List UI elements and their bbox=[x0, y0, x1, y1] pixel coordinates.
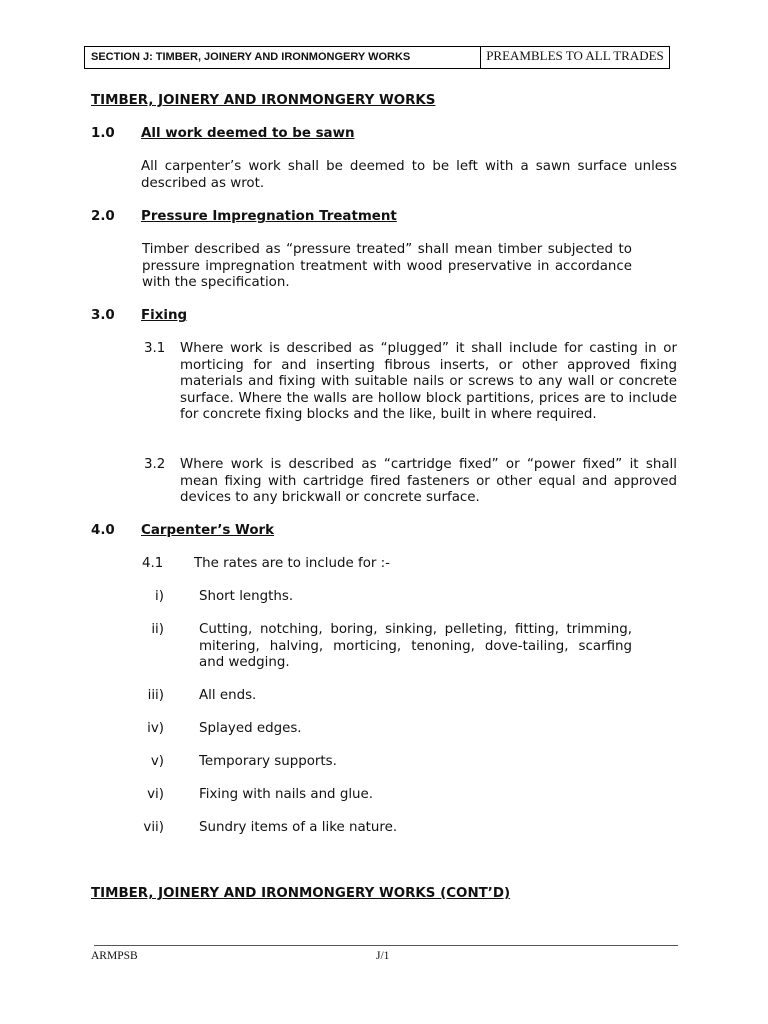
footer-left: ARMPSB bbox=[91, 950, 138, 962]
clause-text: Where work is described as “plugged” it shall include for casting in or morticing for and inserting fibrous inserts, or other approved fixing materials and fixing with suitable nails or screws to any wall or concrete surface. Where the walls are hollow block partitions, prices are to include for concrete fixing blocks and the like, built in where required. bbox=[180, 341, 677, 423]
section-body: Timber described as “pressure treated” shall mean timber subjected to pressure impregnation treatment with wood preservative in accordance with the specification. bbox=[142, 242, 632, 291]
continued-title: TIMBER, JOINERY AND IRONMONGERY WORKS (CONT’D) bbox=[91, 886, 511, 901]
page-number: J/1 bbox=[376, 950, 390, 962]
clause-number: 4.1 bbox=[142, 556, 164, 571]
list-numeral: i) bbox=[155, 589, 164, 604]
section-body: All carpenter’s work shall be deemed to be left with a sawn surface unless described as wrot. bbox=[141, 159, 677, 191]
list-item: Fixing with nails and glue. bbox=[199, 787, 374, 802]
header-section-title: SECTION J: TIMBER, JOINERY AND IRONMONGERY WORKS bbox=[85, 47, 481, 68]
footer-divider bbox=[94, 945, 678, 946]
list-item: Short lengths. bbox=[199, 589, 294, 604]
list-item: Splayed edges. bbox=[199, 721, 302, 736]
section-heading: Fixing bbox=[141, 308, 188, 323]
section-number: 2.0 bbox=[91, 209, 115, 224]
clause-text: Where work is described as “cartridge fixed” or “power fixed” it shall mean fixing with cartridge fired fasteners or other equal and approved devices to any brickwall or concrete surface. bbox=[180, 457, 677, 506]
list-numeral: ii) bbox=[151, 622, 164, 637]
list-numeral: iv) bbox=[147, 721, 164, 736]
list-numeral: vi) bbox=[147, 787, 164, 802]
list-item: Temporary supports. bbox=[199, 754, 337, 769]
header-trade-title: PREAMBLES TO ALL TRADES bbox=[486, 48, 664, 63]
list-item: Cutting, notching, boring, sinking, pelleting, fitting, trimming, mitering, halving, morticing, tenoning, dove-tailing, scarfing and wedging. bbox=[199, 622, 632, 671]
section-heading: Pressure Impregnation Treatment bbox=[141, 209, 397, 224]
page-header bbox=[84, 46, 670, 69]
list-item: Sundry items of a like nature. bbox=[199, 820, 398, 835]
section-number: 1.0 bbox=[91, 126, 115, 141]
section-number: 4.0 bbox=[91, 523, 115, 538]
clause-number: 3.2 bbox=[144, 457, 166, 472]
list-item: All ends. bbox=[199, 688, 257, 703]
section-number: 3.0 bbox=[91, 308, 115, 323]
clause-number: 3.1 bbox=[144, 341, 166, 356]
document-title: TIMBER, JOINERY AND IRONMONGERY WORKS bbox=[91, 93, 436, 108]
list-numeral: iii) bbox=[147, 688, 164, 703]
list-numeral: v) bbox=[150, 754, 164, 769]
clause-text: The rates are to include for :- bbox=[194, 556, 390, 571]
section-heading: All work deemed to be sawn bbox=[141, 126, 355, 141]
section-heading: Carpenter’s Work bbox=[141, 523, 275, 538]
list-numeral: vii) bbox=[143, 820, 164, 835]
